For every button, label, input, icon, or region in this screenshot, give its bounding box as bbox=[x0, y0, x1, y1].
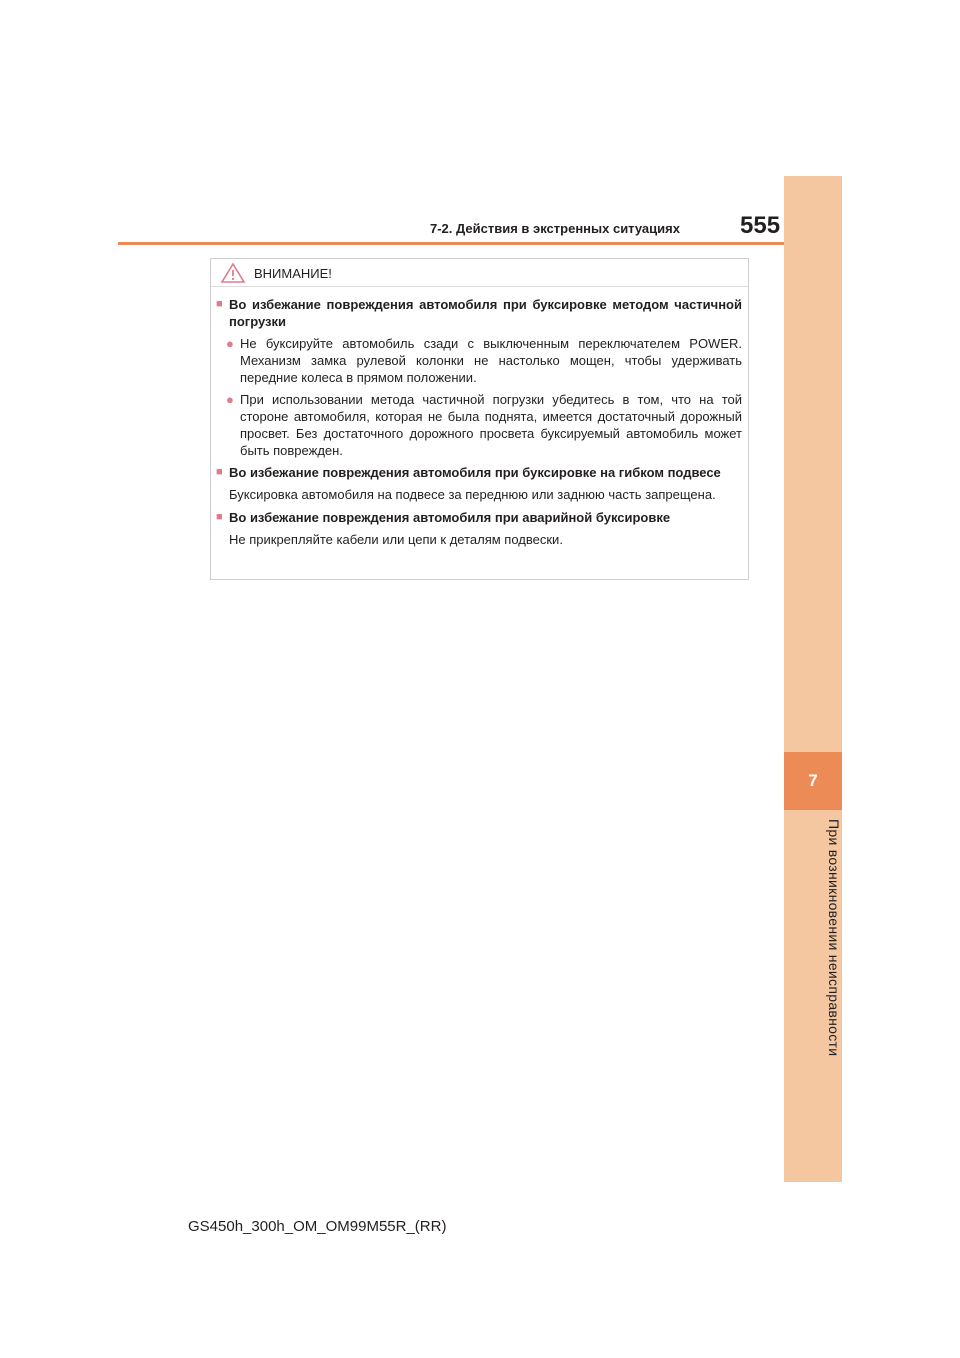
section-heading: ■ Во избежание повреждения автомобиля при аварийной буксировке bbox=[216, 510, 671, 525]
warning-triangle-icon bbox=[220, 262, 246, 284]
circle-bullet-icon: ● bbox=[226, 336, 234, 351]
section-heading: ■ Во избежание повреждения автомобиля при буксировке на гибком подвесе bbox=[216, 465, 721, 480]
section-title: 7-2. Действия в экстренных ситуациях bbox=[430, 221, 680, 236]
warning-label: ВНИМАНИЕ! bbox=[254, 265, 332, 281]
section-heading: ■ Во избежание повреждения автомобиля при буксировке методом частичной погрузки bbox=[216, 297, 742, 329]
warning-header bbox=[220, 262, 332, 284]
chapter-number-box bbox=[784, 752, 842, 810]
warning-content bbox=[216, 296, 742, 554]
square-bullet-icon: ■ bbox=[216, 298, 223, 310]
chapter-number: 7 bbox=[808, 771, 818, 790]
warning-separator bbox=[211, 286, 748, 287]
section-text: Не прикрепляйте кабели или цепи к деталям подвески. bbox=[229, 532, 563, 547]
square-bullet-icon: ■ bbox=[216, 466, 223, 478]
chapter-title: При возникновении неисправности bbox=[826, 819, 842, 1057]
list-item: ● Не буксируйте автомобиль сзади с выключенным переключателем POWER. Механизм замка рулевой колонки не настолько мощен, чтобы удерживать передние колеса в прямом положении. bbox=[226, 336, 742, 385]
page-number: 555 bbox=[740, 212, 781, 239]
list-item: ● При использовании метода частичной погрузки убедитесь в том, что на той стороне автомобиля, которая не была поднята, имеется достаточный дорожный просвет. Без достаточного дорожного просвета буксируемый автомобиль может быть поврежден. bbox=[226, 392, 742, 458]
header-rule bbox=[118, 242, 784, 245]
circle-bullet-icon: ● bbox=[226, 392, 234, 407]
document-code: GS450h_300h_OM_OM99M55R_(RR) bbox=[188, 1218, 447, 1235]
square-bullet-icon: ■ bbox=[216, 511, 223, 523]
section-text: Буксировка автомобиля на подвесе за переднюю или заднюю часть запрещена. bbox=[229, 487, 716, 502]
